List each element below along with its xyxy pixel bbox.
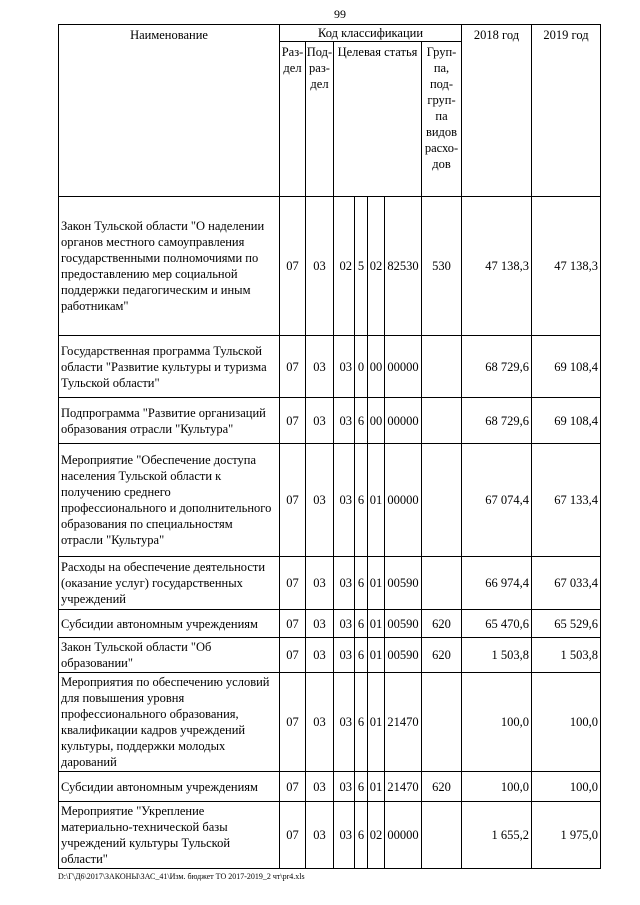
row-target-program: 03 <box>334 772 355 802</box>
row-expense-group <box>422 802 462 869</box>
row-target-program: 03 <box>334 398 355 444</box>
row-amount-2019: 100,0 <box>532 673 601 772</box>
row-name: Субсидии автономным учреждениям <box>59 610 280 638</box>
row-target-direction: 00590 <box>385 638 422 673</box>
row-target-event: 01 <box>368 772 385 802</box>
row-target-direction: 00000 <box>385 336 422 398</box>
table-row <box>59 610 601 638</box>
row-amount-2019: 1 503,8 <box>532 638 601 673</box>
row-razdel: 07 <box>280 557 306 610</box>
row-amount-2018: 100,0 <box>462 772 532 802</box>
row-target-subprogram: 5 <box>355 197 368 336</box>
row-name: Закон Тульской области "О наделении органов местного самоуправления государственными полномочиями по предоставлению мер социальной поддержки педагогическим и иным работникам" <box>59 197 280 336</box>
table-row <box>59 444 601 557</box>
row-razdel: 07 <box>280 444 306 557</box>
row-name: Субсидии автономным учреждениям <box>59 772 280 802</box>
row-podrazdel: 03 <box>306 673 334 772</box>
table-row <box>59 336 601 398</box>
row-target-program: 03 <box>334 444 355 557</box>
row-expense-group: 620 <box>422 772 462 802</box>
row-razdel: 07 <box>280 336 306 398</box>
row-name: Расходы на обеспечение деятельности (оказание услуг) государственных учреждений <box>59 557 280 610</box>
row-amount-2019: 65 529,6 <box>532 610 601 638</box>
row-podrazdel: 03 <box>306 772 334 802</box>
row-target-subprogram: 6 <box>355 444 368 557</box>
header-2019: 2019 год <box>532 25 601 197</box>
row-target-subprogram: 6 <box>355 673 368 772</box>
row-target-event: 00 <box>368 336 385 398</box>
row-expense-group: 530 <box>422 197 462 336</box>
row-target-event: 01 <box>368 557 385 610</box>
row-podrazdel: 03 <box>306 336 334 398</box>
row-target-program: 03 <box>334 638 355 673</box>
row-target-direction: 21470 <box>385 772 422 802</box>
row-podrazdel: 03 <box>306 398 334 444</box>
row-expense-group: 620 <box>422 610 462 638</box>
row-amount-2019: 100,0 <box>532 772 601 802</box>
row-target-event: 01 <box>368 444 385 557</box>
row-expense-group <box>422 673 462 772</box>
row-expense-group <box>422 398 462 444</box>
row-amount-2018: 68 729,6 <box>462 336 532 398</box>
row-target-program: 03 <box>334 610 355 638</box>
row-amount-2019: 69 108,4 <box>532 336 601 398</box>
row-razdel: 07 <box>280 772 306 802</box>
row-name: Мероприятие "Укрепление материально-технической базы учреждений культуры Тульской области" <box>59 802 280 869</box>
row-target-direction: 00000 <box>385 802 422 869</box>
header-podrazdel: Под-раз-дел <box>306 42 334 197</box>
row-podrazdel: 03 <box>306 802 334 869</box>
row-target-event: 00 <box>368 398 385 444</box>
row-amount-2018: 47 138,3 <box>462 197 532 336</box>
row-target-subprogram: 6 <box>355 638 368 673</box>
row-target-subprogram: 6 <box>355 557 368 610</box>
budget-table <box>58 24 601 869</box>
row-name: Государственная программа Тульской области "Развитие культуры и туризма Тульской области" <box>59 336 280 398</box>
row-expense-group: 620 <box>422 638 462 673</box>
row-amount-2019: 69 108,4 <box>532 398 601 444</box>
row-target-subprogram: 6 <box>355 398 368 444</box>
row-razdel: 07 <box>280 802 306 869</box>
row-target-direction: 00000 <box>385 398 422 444</box>
row-target-subprogram: 0 <box>355 336 368 398</box>
row-name: Мероприятие "Обеспечение доступа населения Тульской области к получению среднего профессионального и дополнительного образования по специальностям отрасли "Культура" <box>59 444 280 557</box>
row-podrazdel: 03 <box>306 610 334 638</box>
row-target-subprogram: 6 <box>355 802 368 869</box>
row-razdel: 07 <box>280 610 306 638</box>
row-amount-2018: 66 974,4 <box>462 557 532 610</box>
row-target-program: 03 <box>334 557 355 610</box>
row-amount-2018: 67 074,4 <box>462 444 532 557</box>
file-path-footer: D:\Г\Д6\2017\ЗАКОНЫ\ЗАС_41\Изм. бюджет ТО 2017-2019_2 чт\pr4.xls <box>58 872 305 881</box>
row-amount-2018: 68 729,6 <box>462 398 532 444</box>
row-target-direction: 82530 <box>385 197 422 336</box>
row-target-program: 03 <box>334 802 355 869</box>
row-expense-group <box>422 336 462 398</box>
row-razdel: 07 <box>280 673 306 772</box>
row-razdel: 07 <box>280 638 306 673</box>
row-target-direction: 00590 <box>385 610 422 638</box>
table-header <box>59 25 601 197</box>
row-podrazdel: 03 <box>306 444 334 557</box>
table-row <box>59 802 601 869</box>
table-row <box>59 638 601 673</box>
row-name: Мероприятия по обеспечению условий для повышения уровня профессионального образования, квалификации кадров учреждений культуры, поддержки молодых дарований <box>59 673 280 772</box>
row-amount-2018: 1 655,2 <box>462 802 532 869</box>
row-podrazdel: 03 <box>306 197 334 336</box>
table-row <box>59 673 601 772</box>
row-podrazdel: 03 <box>306 638 334 673</box>
row-target-program: 03 <box>334 673 355 772</box>
row-target-direction: 21470 <box>385 673 422 772</box>
row-target-event: 01 <box>368 673 385 772</box>
row-amount-2018: 65 470,6 <box>462 610 532 638</box>
row-name: Подпрограмма "Развитие организаций образования отрасли "Культура" <box>59 398 280 444</box>
row-target-subprogram: 6 <box>355 772 368 802</box>
row-razdel: 07 <box>280 197 306 336</box>
header-code-group: Код классификации <box>280 25 462 42</box>
table-row <box>59 398 601 444</box>
row-target-program: 02 <box>334 197 355 336</box>
row-amount-2019: 67 033,4 <box>532 557 601 610</box>
header-razdel: Раз-дел <box>280 42 306 197</box>
header-2018: 2018 год <box>462 25 532 197</box>
row-target-subprogram: 6 <box>355 610 368 638</box>
page-number: 99 <box>334 7 346 21</box>
row-target-program: 03 <box>334 336 355 398</box>
row-target-direction: 00590 <box>385 557 422 610</box>
row-amount-2018: 1 503,8 <box>462 638 532 673</box>
row-target-direction: 00000 <box>385 444 422 557</box>
row-target-event: 02 <box>368 197 385 336</box>
row-target-event: 01 <box>368 610 385 638</box>
row-razdel: 07 <box>280 398 306 444</box>
table-row <box>59 772 601 802</box>
table-row <box>59 557 601 610</box>
header-target-article: Целевая статья <box>334 42 422 197</box>
row-expense-group <box>422 557 462 610</box>
row-target-event: 01 <box>368 638 385 673</box>
row-target-event: 02 <box>368 802 385 869</box>
row-expense-group <box>422 444 462 557</box>
table-row <box>59 197 601 336</box>
row-amount-2018: 100,0 <box>462 673 532 772</box>
header-name: Наименование <box>59 25 280 197</box>
row-name: Закон Тульской области "Об образовании" <box>59 638 280 673</box>
row-amount-2019: 67 133,4 <box>532 444 601 557</box>
table-body <box>59 197 601 869</box>
row-amount-2019: 47 138,3 <box>532 197 601 336</box>
header-expense-group: Груп-па, под-груп-па видов расхо-дов <box>422 42 462 197</box>
row-amount-2019: 1 975,0 <box>532 802 601 869</box>
row-podrazdel: 03 <box>306 557 334 610</box>
